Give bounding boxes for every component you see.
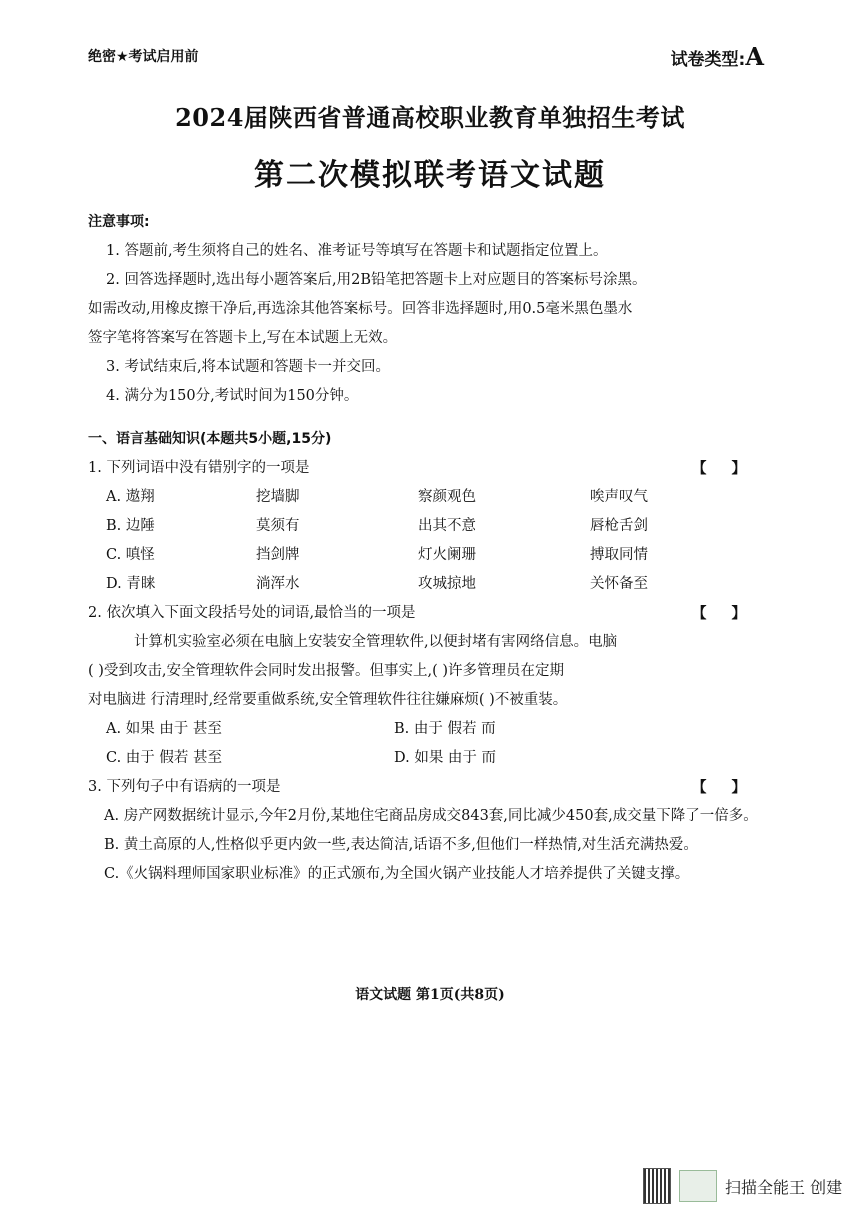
section-heading: 一、语言基础知识(本题共5小题,15分) bbox=[88, 431, 332, 447]
option-cell: 淌浑水 bbox=[256, 576, 300, 592]
option-cell: D. 青睐 bbox=[106, 576, 156, 592]
option-cell: 挖墙脚 bbox=[256, 489, 300, 505]
answer-bracket: 【 】 bbox=[691, 460, 756, 477]
notice-item: 3. 考试结束后,将本试题和答题卡一并交回。 bbox=[106, 359, 391, 375]
page-footer: 语文试题 第1页(共8页) bbox=[355, 987, 505, 1003]
notice-item: 1. 答题前,考生须将自己的姓名、准考证号等填写在答题卡和试题指定位置上。 bbox=[106, 243, 608, 259]
option-item: B. 黄土高原的人,性格似乎更内敛一些,表达简洁,话语不多,但他们一样热情,对生活充满热爱。 bbox=[104, 837, 698, 853]
exam-content bbox=[88, 208, 760, 889]
notice-item: 如需改动,用橡皮擦干净后,再选涂其他答案标号。回答非选择题时,用0.5毫米黑色墨水 bbox=[88, 301, 633, 317]
q1-options bbox=[88, 483, 760, 599]
passage-line: 对电脑进 行清理时,经常要重做系统,安全管理软件往往嫌麻烦( )不被重装。 bbox=[88, 692, 568, 708]
option-cell: B. 由于 假若 而 bbox=[394, 721, 496, 737]
question-stem: 3. 下列句子中有语病的一项是 bbox=[88, 779, 281, 795]
option-cell: C. 嗔怪 bbox=[106, 547, 155, 563]
option-cell: C. 由于 假若 甚至 bbox=[106, 750, 223, 766]
option-item: A. 房产网数据统计显示,今年2月份,某地住宅商品房成交843套,同比减少450套,成交量下降了一倍多。 bbox=[104, 808, 758, 824]
question-3 bbox=[88, 773, 760, 802]
notice-item: 签字笔将答案写在答题卡上,写在本试题上无效。 bbox=[88, 330, 398, 346]
passage-line: ( )受到攻击,安全管理软件会同时发出报警。但事实上,( )许多管理员在定期 bbox=[88, 663, 565, 679]
option-cell: 灯火阑珊 bbox=[418, 547, 476, 563]
option-cell: B. 边陲 bbox=[106, 518, 155, 534]
question-stem: 2. 依次填入下面文段括号处的词语,最恰当的一项是 bbox=[88, 605, 416, 621]
option-cell: 唇枪舌剑 bbox=[590, 518, 648, 534]
option-cell: 关怀备至 bbox=[590, 576, 648, 592]
paper-type-value: A bbox=[745, 42, 764, 71]
option-cell: D. 如果 由于 而 bbox=[394, 750, 497, 766]
scanner-watermark bbox=[643, 1166, 842, 1206]
option-cell: 攻城掠地 bbox=[418, 576, 476, 592]
question-1 bbox=[88, 454, 760, 483]
secret-mark: 绝密★考试启用前 bbox=[88, 49, 199, 65]
answer-bracket: 【 】 bbox=[691, 605, 756, 622]
answer-bracket: 【 】 bbox=[691, 779, 756, 796]
option-cell: A. 如果 由于 甚至 bbox=[106, 721, 222, 737]
option-cell: 察颜观色 bbox=[418, 489, 476, 505]
exam-title: 2024届陕西省普通高校职业教育单独招生考试 bbox=[175, 103, 685, 132]
paper-type-label: 试卷类型: bbox=[670, 50, 746, 70]
qr-code-icon bbox=[643, 1168, 671, 1204]
option-cell: 莫须有 bbox=[256, 518, 300, 534]
option-cell: 唉声叹气 bbox=[590, 489, 648, 505]
scanner-label: 扫描全能王 创建 bbox=[725, 1177, 843, 1197]
notice-item: 2. 回答选择题时,选出每小题答案后,用2B铅笔把答题卡上对应题目的答案标号涂黑。 bbox=[106, 272, 647, 288]
exam-subtitle: 第二次模拟联考语文试题 bbox=[254, 158, 606, 193]
notice-heading: 注意事项: bbox=[88, 214, 150, 230]
option-cell: A. 遨翔 bbox=[106, 489, 155, 505]
app-logo-icon bbox=[679, 1170, 717, 1202]
top-header bbox=[88, 42, 764, 72]
option-cell: 搏取同情 bbox=[590, 547, 648, 563]
paper-type bbox=[671, 42, 764, 71]
option-cell: 挡剑牌 bbox=[256, 547, 300, 563]
question-stem: 1. 下列词语中没有错别字的一项是 bbox=[88, 460, 310, 476]
option-item: C.《火锅料理师国家职业标准》的正式颁布,为全国火锅产业技能人才培养提供了关键支撑。 bbox=[104, 866, 690, 882]
passage-line: 计算机实验室必须在电脑上安装安全管理软件,以便封堵有害网络信息。电脑 bbox=[134, 634, 618, 650]
notice-item: 4. 满分为150分,考试时间为150分钟。 bbox=[106, 388, 359, 404]
option-cell: 出其不意 bbox=[418, 518, 476, 534]
question-2 bbox=[88, 599, 760, 628]
q2-options bbox=[88, 715, 760, 773]
